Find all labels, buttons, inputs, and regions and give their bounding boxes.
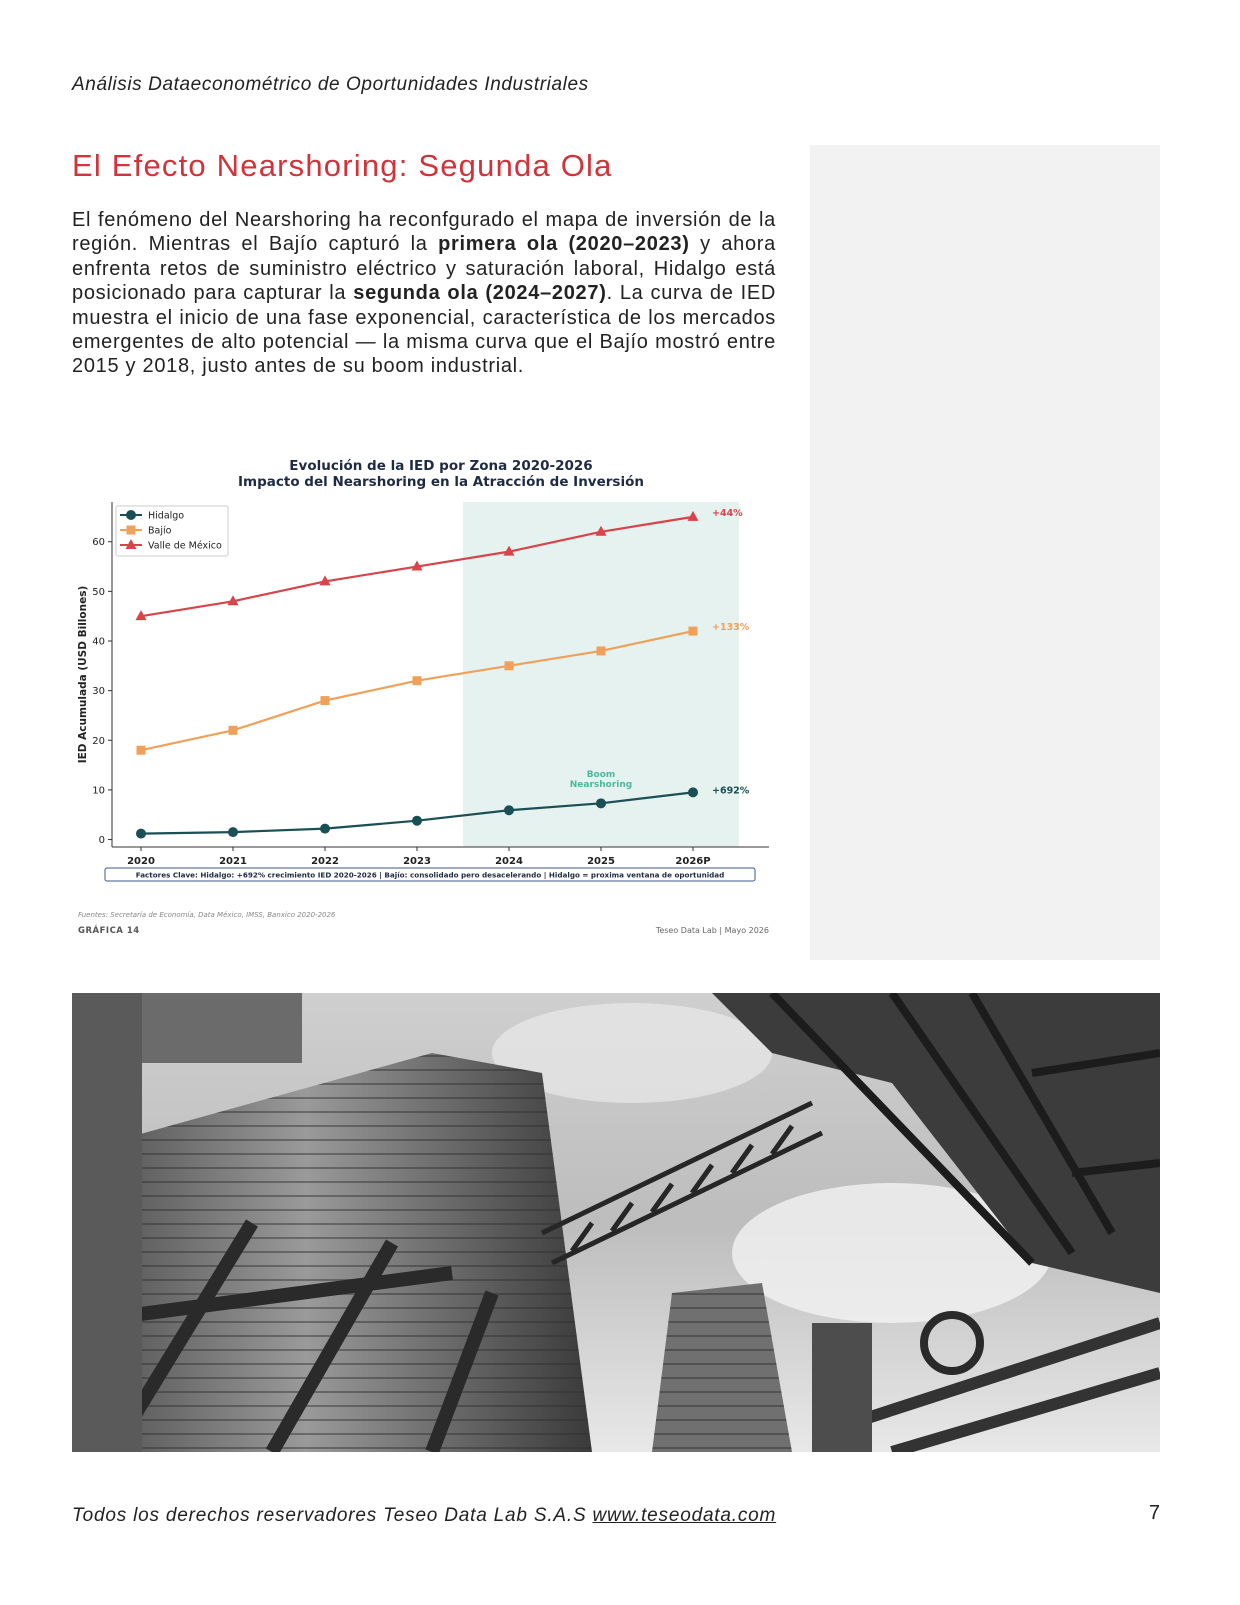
data-point-hidalgo — [136, 829, 146, 839]
data-point-baj-o — [597, 646, 606, 655]
x-tick-label: 2025 — [587, 856, 615, 867]
side-panel — [810, 145, 1160, 960]
x-tick-label: 2026P — [675, 856, 711, 867]
end-label-valle-de-m-xico: +44% — [712, 507, 743, 519]
chart-title: Evolución de la IED por Zona 2020-2026 — [289, 458, 593, 474]
y-axis-label: IED Acumulada (USD Billones) — [77, 585, 89, 764]
nearshoring-highlight-band — [463, 502, 739, 847]
footer-rights — [72, 1505, 776, 1527]
chart-credit: Teseo Data Lab | Mayo 2026 — [655, 926, 769, 935]
ied-chart-figure — [72, 455, 790, 963]
ied-line-chart — [72, 455, 790, 963]
highlight-label-line1: Boom — [586, 770, 616, 780]
y-tick-label: 20 — [92, 735, 105, 747]
data-point-hidalgo — [504, 805, 514, 815]
y-tick-label: 30 — [92, 686, 105, 698]
data-point-baj-o — [413, 676, 422, 685]
paragraph-text-1: El fenómeno del Nearshoring ha reconfgurado el mapa de inversión de la región. Mientras el Bajío capturó la — [72, 209, 776, 256]
data-point-hidalgo — [412, 816, 422, 826]
y-tick-label: 40 — [92, 636, 105, 648]
key-factors-text: Factores Clave: Hidalgo: +692% crecimiento IED 2020-2026 | Bajío: consolidado pero desacelerando | Hidalgo = proxima ventana de oportunidad — [135, 870, 725, 880]
intro-paragraph — [72, 208, 776, 379]
section-title: El Efecto Nearshoring: Segunda Ola — [72, 148, 613, 183]
data-point-baj-o — [137, 746, 146, 755]
end-label-hidalgo: +692% — [712, 785, 750, 797]
footer-website-link[interactable]: www.teseodata.com — [592, 1505, 777, 1526]
page-number: 7 — [1148, 1502, 1160, 1524]
data-point-baj-o — [229, 726, 238, 735]
data-point-baj-o — [689, 627, 698, 636]
end-label-baj-o: +133% — [712, 622, 750, 634]
y-tick-label: 10 — [92, 785, 105, 797]
data-point-hidalgo — [596, 798, 606, 808]
paragraph-text-2: y ahora enfrenta retos de suministro eléctrico y saturación laboral, Hidalgo está posicionado para capturar la — [72, 233, 776, 305]
paragraph-bold-second-wave: segunda ola (2024–2027) — [353, 282, 607, 305]
data-point-baj-o — [321, 696, 330, 705]
y-tick-label: 50 — [92, 586, 105, 598]
legend-marker-baj-o — [127, 526, 136, 535]
x-tick-label: 2024 — [495, 856, 523, 867]
x-tick-label: 2020 — [127, 856, 155, 867]
paragraph-text-3: . La curva de IED muestra el inicio de una fase exponencial, característica de los mercados emergentes de alto potencial — la misma curva que el Bajío mostró entre 2015 y 2018, justo antes de su boom industrial. — [72, 282, 777, 378]
highlight-label-line2: Nearshoring — [569, 780, 633, 790]
legend-label-hidalgo: Hidalgo — [148, 510, 185, 522]
x-tick-label: 2023 — [403, 856, 431, 867]
paragraph-bold-first-wave: primera ola (2020–2023) — [438, 233, 690, 256]
legend-label-baj-o: Bajío — [148, 525, 172, 537]
data-point-hidalgo — [688, 787, 698, 797]
data-point-hidalgo — [228, 827, 238, 837]
legend-label-valle-de-m-xico: Valle de México — [148, 540, 222, 552]
legend-marker-hidalgo — [126, 510, 136, 520]
chart-sources: Fuentes: Secretaría de Economía, Data México, IMSS, Banxico 2020-2026 — [78, 911, 336, 919]
data-point-baj-o — [505, 661, 514, 670]
data-point-hidalgo — [320, 824, 330, 834]
x-tick-label: 2021 — [219, 856, 247, 867]
y-tick-label: 60 — [92, 537, 105, 549]
y-tick-label: 0 — [98, 835, 105, 847]
footer-rights-text: Todos los derechos reservadores Teseo Data Lab S.A.S — [72, 1505, 593, 1526]
industrial-silos-photo — [72, 993, 1160, 1452]
running-header: Análisis Dataeconométrico de Oportunidades Industriales — [72, 74, 589, 95]
x-tick-label: 2022 — [311, 856, 339, 867]
figure-label: GRÁFICA 14 — [78, 926, 140, 936]
chart-subtitle: Impacto del Nearshoring en la Atracción de Inversión — [238, 474, 644, 490]
